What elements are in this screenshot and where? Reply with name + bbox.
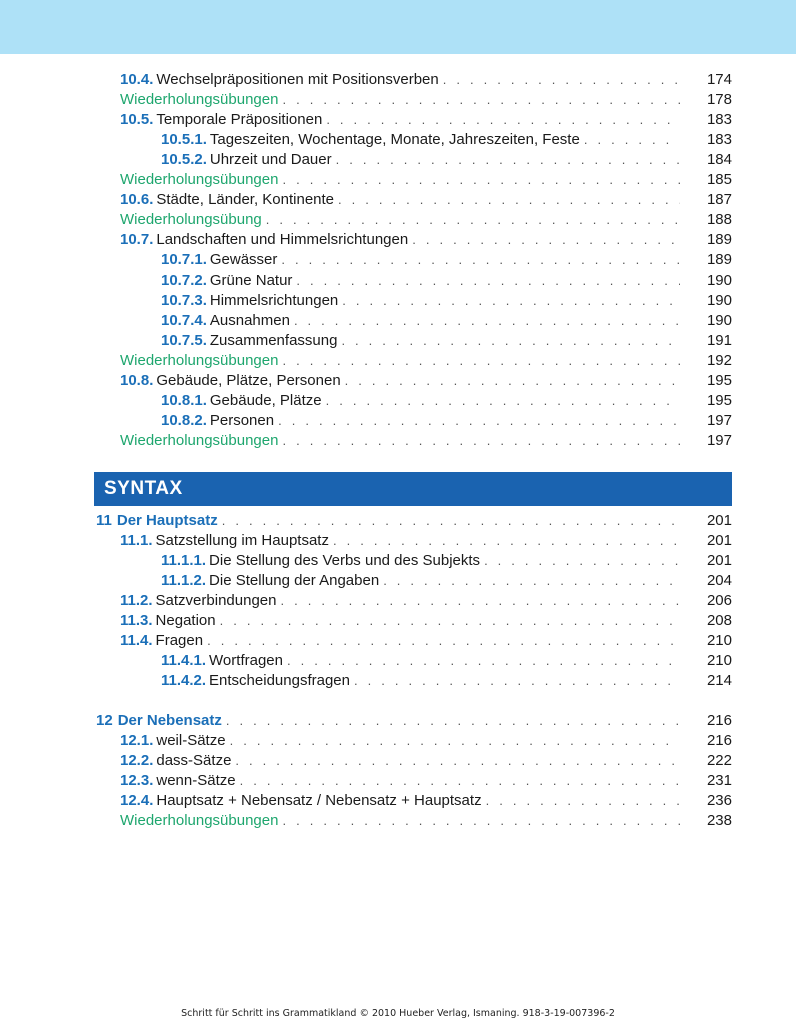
toc-page-number: 188 — [706, 211, 732, 229]
toc-entry-number: 10.7.2. — [161, 271, 207, 289]
toc-page-number: 189 — [706, 251, 732, 269]
toc-dot-leader — [296, 271, 680, 291]
toc-dot-leader — [280, 591, 680, 611]
toc-entry-title: Grüne Natur — [209, 271, 293, 289]
toc-entry-title: Wiederholungsübungen — [120, 431, 279, 449]
toc-page-number: 195 — [706, 391, 732, 409]
toc-dot-leader — [240, 771, 680, 791]
toc-page-number: 183 — [706, 111, 732, 129]
toc-entry — [0, 391, 796, 411]
page-footer: Schritt für Schritt ins Grammatikland © 2010 Hueber Verlag, Ismaning. 918-3-19-007396-2 — [181, 1008, 615, 1019]
toc-entry-title: dass-Sätze — [156, 752, 232, 770]
toc-entry-title: Personen — [209, 411, 275, 429]
toc-entry-number: 11.1.2. — [161, 572, 207, 590]
toc-entry-number: 11.4.1. — [161, 652, 207, 670]
toc-entry-title: Temporale Präpositionen — [156, 111, 323, 129]
toc-entry-title: Wiederholungsübungen — [120, 812, 279, 830]
toc-dot-leader — [326, 110, 680, 130]
toc-entry-title: Negation — [155, 612, 216, 630]
toc-page-number: 185 — [706, 171, 732, 189]
toc-entry-title: Wiederholungsübungen — [120, 171, 279, 189]
toc-review-entry — [0, 170, 796, 190]
toc-page-number: 184 — [706, 151, 732, 169]
toc-entry — [0, 130, 796, 150]
toc-entry-title: Gebäude, Plätze — [209, 391, 322, 409]
toc-entry — [0, 190, 796, 210]
toc-dot-leader — [443, 70, 680, 90]
top-color-band — [0, 0, 796, 54]
toc-entry-number: 11.3. — [120, 612, 153, 630]
toc-entry-title: Hauptsatz + Nebensatz / Nebensatz + Hauptsatz — [156, 792, 482, 810]
toc-entry — [0, 571, 796, 591]
toc-entry — [0, 771, 796, 791]
toc-page-number: 197 — [706, 431, 732, 449]
toc-page-number: 216 — [706, 712, 732, 729]
toc-page-number: 195 — [706, 371, 732, 389]
toc-dot-leader — [282, 811, 680, 831]
toc-entry-number: 10.5.2. — [161, 151, 207, 169]
toc-entry — [0, 150, 796, 170]
toc-page-number: 190 — [706, 291, 732, 309]
toc-page-number: 192 — [706, 351, 732, 369]
toc-entry — [0, 311, 796, 331]
toc-page-number: 187 — [706, 191, 732, 209]
toc-dot-leader — [341, 331, 680, 351]
toc-entry-title: Städte, Länder, Kontinente — [156, 191, 335, 209]
toc-review-entry — [0, 431, 796, 451]
section-header-title: SYNTAX — [104, 478, 183, 499]
toc-page-number: 231 — [706, 772, 732, 790]
toc-entry — [0, 271, 796, 291]
toc-dot-leader — [235, 751, 680, 771]
toc-dot-leader — [326, 391, 680, 411]
toc-dot-leader — [282, 170, 680, 190]
toc-dot-leader — [354, 671, 680, 691]
toc-page-number: 210 — [706, 652, 732, 670]
toc-entry-number: 12.3. — [120, 772, 154, 790]
toc-entry-title: Der Hauptsatz — [116, 512, 218, 529]
toc-entry-number: 10.8. — [120, 371, 154, 389]
toc-dot-leader — [484, 551, 680, 571]
toc-entry-title: Wechselpräpositionen mit Positionsverben — [156, 71, 439, 88]
toc-entry — [0, 611, 796, 631]
toc-entry-title: weil-Sätze — [156, 732, 226, 750]
toc-entry — [0, 591, 796, 611]
toc-entry — [0, 371, 796, 391]
toc-review-entry — [0, 210, 796, 230]
toc-dot-leader — [342, 291, 680, 311]
toc-entry — [0, 230, 796, 250]
toc-entry-number: 10.5.1. — [161, 131, 207, 149]
toc-page-number: 189 — [706, 231, 732, 249]
toc-entry-number: 10.7. — [120, 231, 154, 249]
toc-entry — [0, 671, 796, 691]
toc-page-number: 238 — [706, 812, 732, 830]
toc-entry — [0, 731, 796, 751]
toc-page-number: 174 — [706, 71, 732, 88]
toc-entry-number: 10.6. — [120, 191, 154, 209]
toc-entry-number: 12.2. — [120, 752, 154, 770]
toc-entry-title: Tageszeiten, Wochentage, Monate, Jahreszeiten, Feste — [209, 131, 580, 149]
toc-entry-number: 10.7.4. — [161, 311, 207, 329]
toc-entry-number: 12.4. — [120, 792, 154, 810]
toc-dot-leader — [338, 190, 680, 210]
toc-entry — [0, 531, 796, 551]
toc-dot-leader — [282, 90, 680, 110]
toc-entry — [0, 631, 796, 651]
toc-entry-title: Gebäude, Plätze, Personen — [156, 371, 341, 389]
toc-entry — [0, 331, 796, 351]
toc-page-number: 190 — [706, 271, 732, 289]
toc-dot-leader — [412, 230, 680, 250]
toc-page-number: 190 — [706, 311, 732, 329]
toc-dot-leader — [486, 791, 680, 811]
toc-entry-title: Gewässer — [209, 251, 278, 269]
toc-entry — [0, 551, 796, 571]
toc-entry — [0, 411, 796, 431]
toc-entry-title: Landschaften und Himmelsrichtungen — [156, 231, 409, 249]
toc-page-number: 201 — [706, 552, 732, 570]
toc-entry-number: 10.7.3. — [161, 291, 207, 309]
toc-page-number: 216 — [706, 732, 732, 750]
toc-page-number: 191 — [706, 331, 732, 349]
toc-entry-title: Fragen — [155, 632, 204, 650]
toc-page-number: 214 — [706, 672, 732, 690]
toc-entry — [0, 250, 796, 270]
toc-entry — [0, 751, 796, 771]
toc-entry-title: Die Stellung der Angaben — [209, 572, 380, 590]
toc-entry-number: 12.1. — [120, 732, 154, 750]
toc-dot-leader — [345, 371, 680, 391]
toc-entry-title: Die Stellung des Verbs und des Subjekts — [209, 552, 481, 570]
toc-dot-leader — [220, 611, 680, 631]
toc-page-number: 204 — [706, 572, 732, 590]
toc-entry-title: Ausnahmen — [209, 311, 290, 329]
toc-entry-number: 10.5. — [120, 111, 154, 129]
toc-chapter-entry — [0, 511, 796, 531]
toc-entry — [0, 110, 796, 130]
toc-entry-title: Satzstellung im Hauptsatz — [155, 532, 329, 550]
toc-entry-number: 11 — [96, 512, 112, 529]
toc-dot-leader — [333, 531, 680, 551]
toc-page-number: 210 — [706, 632, 732, 650]
toc-chapter-entry — [0, 711, 796, 731]
toc-entry-number: 11.1. — [120, 532, 153, 550]
toc-entry-title: Der Nebensatz — [117, 712, 222, 729]
toc-entry-number: 10.7.5. — [161, 331, 207, 349]
toc-entry — [0, 651, 796, 671]
toc-entry-number: 12 — [96, 712, 113, 729]
toc-dot-leader — [278, 411, 680, 431]
toc-review-entry — [0, 90, 796, 110]
toc-entry-title: Zusammenfassung — [209, 331, 338, 349]
toc-entry-title: Wortfragen — [209, 652, 283, 670]
toc-page-number: 201 — [706, 512, 732, 529]
toc-entry-title: Wiederholungsübungen — [120, 351, 279, 369]
toc-entry-number: 11.2. — [120, 592, 153, 610]
toc-entry-number: 10.4. — [120, 71, 154, 88]
toc-entry-title: Entscheidungsfragen — [209, 672, 350, 690]
toc-dot-leader — [336, 150, 680, 170]
toc-page-number: 208 — [706, 612, 732, 630]
toc-page-number: 183 — [706, 131, 732, 149]
toc-entry — [0, 291, 796, 311]
toc-page-number: 222 — [706, 752, 732, 770]
toc-entry-number: 10.7.1. — [161, 251, 207, 269]
toc-dot-leader — [207, 631, 680, 651]
toc-entry-title: Himmelsrichtungen — [209, 291, 339, 309]
toc-entry — [0, 791, 796, 811]
toc-entry-number: 10.8.2. — [161, 411, 207, 429]
toc-dot-leader — [281, 250, 680, 270]
toc-entry-number: 11.4.2. — [161, 672, 207, 690]
toc-page-number: 236 — [706, 792, 732, 810]
toc-review-entry — [0, 351, 796, 371]
toc-dot-leader — [226, 711, 680, 731]
toc-dot-leader — [383, 571, 680, 591]
toc-entry-title: Satzverbindungen — [155, 592, 277, 610]
toc-page-number: 201 — [706, 532, 732, 550]
toc-review-entry — [0, 811, 796, 831]
toc-dot-leader — [230, 731, 680, 751]
toc-entry-number: 10.8.1. — [161, 391, 207, 409]
toc-entry-title: Uhrzeit und Dauer — [209, 151, 332, 169]
toc-entry — [0, 70, 796, 90]
toc-page-number: 178 — [706, 91, 732, 109]
section-header-syntax — [94, 472, 732, 506]
toc-dot-leader — [282, 431, 680, 451]
toc-entry-number: 11.4. — [120, 632, 153, 650]
toc-dot-leader — [584, 130, 680, 150]
toc-dot-leader — [287, 651, 680, 671]
toc-dot-leader — [266, 210, 680, 230]
toc-page-number: 206 — [706, 592, 732, 610]
toc-entry-number: 11.1.1. — [161, 552, 207, 570]
toc-dot-leader — [294, 311, 680, 331]
toc-page-number: 197 — [706, 411, 732, 429]
toc-dot-leader — [282, 351, 680, 371]
toc-entry-title: wenn-Sätze — [156, 772, 236, 790]
toc-entry-title: Wiederholungsübungen — [120, 91, 279, 109]
toc-entry-title: Wiederholungsübung — [120, 211, 262, 229]
toc-dot-leader — [222, 511, 680, 531]
